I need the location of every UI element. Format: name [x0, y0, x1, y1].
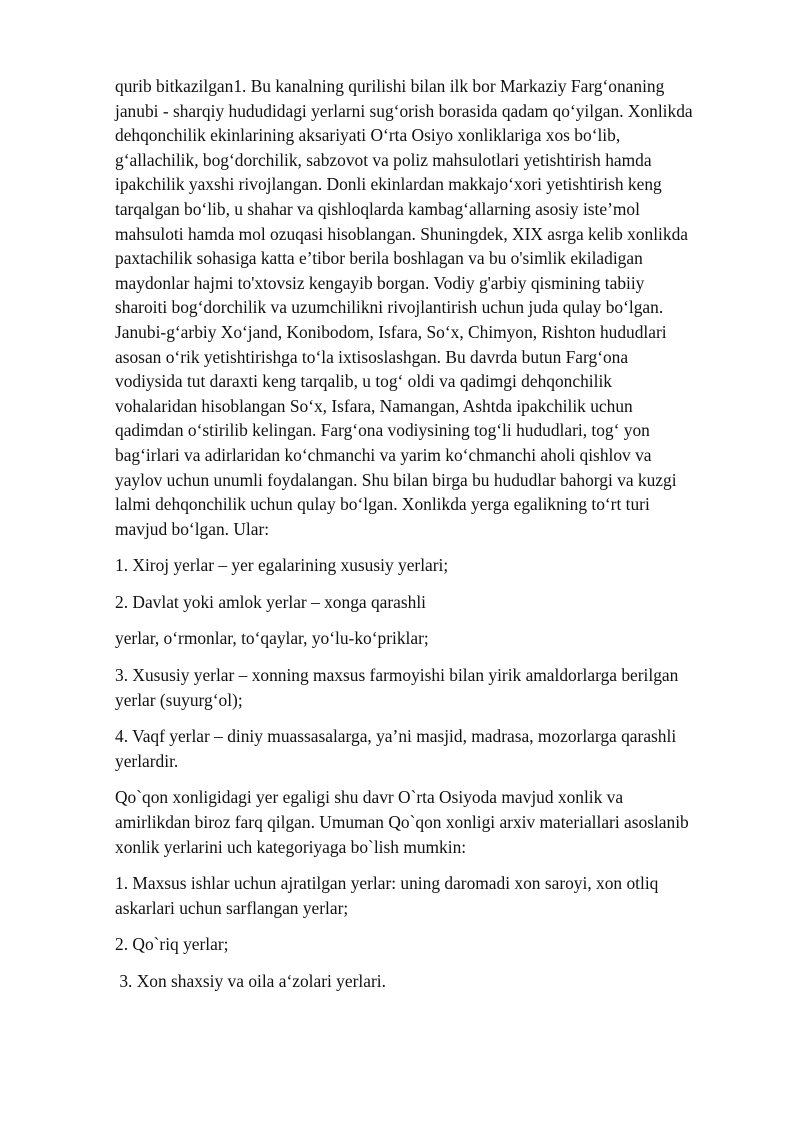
- list-item-xon-shaxsiy: [115, 969, 745, 994]
- text-line: amirlikdan biroz farq qilgan. Umuman Qo`qon xonligi arxiv materiallari asoslanib: [115, 812, 689, 833]
- paragraph-intro: [115, 74, 745, 541]
- text-line: yaylov uchun unumli foydalangan. Shu bilan birga bu hududlar bahorgi va kuzgi: [115, 469, 677, 490]
- text-line: xonlik yerlarini uch kategoriyaga bo`lish mumkin:: [115, 836, 467, 857]
- text-line: maydonlar hajmi to'xtovsiz kengayib borgan. Vodiy g'arbiy qismining tabiiy: [115, 272, 645, 293]
- text-line: 4. Vaqf yerlar – diniy muassasalarga, ya’ni masjid, madrasa, mozorlarga qarashli: [115, 726, 677, 747]
- list-item-maxsus: [115, 871, 745, 920]
- list-item-davlat: [115, 590, 745, 615]
- list-item-davlat-continuation: [115, 626, 745, 651]
- text-line: asosan o‘rik yetishtirishga to‘la ixtisoslashgan. Bu davrda butun Farg‘ona: [115, 346, 629, 367]
- text-line: vohalaridan hisoblangan So‘x, Isfara, Namangan, Ashtda ipakchilik uchun: [115, 395, 633, 416]
- text-line: bag‘irlari va adirlaridan ko‘chmanchi va yarim ko‘chmanchi aholi qishlov va: [115, 444, 652, 465]
- text-line: mavjud bo‘lgan. Ular:: [115, 518, 270, 539]
- text-line: Qo`qon xonligidagi yer egaligi shu davr O`rta Osiyoda mavjud xonlik va: [115, 787, 624, 808]
- list-item-xususiy: [115, 663, 745, 712]
- list-item-qoriq: [115, 932, 745, 957]
- text-line: g‘allachilik, bog‘dorchilik, sabzovot va poliz mahsulotlari yetishtirish hamda: [115, 149, 652, 170]
- document-page: [115, 74, 745, 1006]
- text-line: janubi - sharqiy hududidagi yerlarni sug‘orish borasida qadam qo‘yilgan. Xonlikda: [115, 100, 693, 121]
- text-line: qurib bitkazilgan1. Bu kanalning qurilishi bilan ilk bor Markaziy Farg‘onaning: [115, 76, 665, 96]
- text-line: qadimdan o‘stirilib kelingan. Farg‘ona vodiysining tog‘li hududlari, tog‘ yon: [115, 420, 650, 441]
- list-item-vaqf: [115, 724, 745, 773]
- text-line: 3. Xususiy yerlar – xonning maxsus farmoyishi bilan yirik amaldorlarga berilgan: [115, 665, 679, 686]
- text-line: ipakchilik yaxshi rivojlangan. Donli ekinlardan makkajo‘xori yetishtirish keng: [115, 174, 662, 195]
- text-line: 3. Xon shaxsiy va oila a‘zolari yerlari.: [115, 971, 386, 991]
- list-item-xiroj: [115, 553, 745, 578]
- text-line: 2. Davlat yoki amlok yerlar – xonga qarashli: [115, 591, 427, 612]
- text-line: Janubi-g‘arbiy Xo‘jand, Konibodom, Isfara, So‘x, Chimyon, Rishton hududlari: [115, 321, 667, 342]
- text-line: yerlar (suyurg‘ol);: [115, 689, 243, 710]
- text-line: dehqonchilik ekinlarining aksariyati O‘rta Osiyo xonliklariga xos bo‘lib,: [115, 125, 621, 146]
- text-line: mahsuloti hamda mol ozuqasi hisoblangan. Shuningdek, XIX asrga kelib xonlikda: [115, 223, 688, 244]
- text-line: 2. Qo`riq yerlar;: [115, 934, 229, 955]
- text-line: tarqalgan bo‘lib, u shahar va qishloqlarda kambag‘allarning asosiy iste’mol: [115, 198, 640, 219]
- text-line: 1. Maxsus ishlar uchun ajratilgan yerlar: uning daromadi xon saroyi, xon otliq: [115, 873, 659, 894]
- text-line: vodiysida tut daraxti keng tarqalib, u tog‘ oldi va qadimgi dehqonchilik: [115, 371, 612, 392]
- text-line: 1. Xiroj yerlar – yer egalarining xususiy yerlari;: [115, 555, 449, 576]
- text-line: yerlar, o‘rmonlar, to‘qaylar, yo‘lu-ko‘priklar;: [115, 628, 429, 649]
- text-line: paxtachilik sohasiga katta e’tibor berila boshlagan va bu o'simlik ekiladigan: [115, 248, 643, 269]
- paragraph-qoqon: [115, 785, 745, 859]
- text-line: lalmi dehqonchilik uchun qulay bo‘lgan. Xonlikda yerga egalikning to‘rt turi: [115, 494, 650, 515]
- text-line: sharoiti bog‘dorchilik va uzumchilikni rivojlantirish uchun juda qulay bo‘lgan.: [115, 297, 664, 318]
- text-line: yerlardir.: [115, 750, 179, 771]
- text-line: askarlari uchun sarflangan yerlar;: [115, 897, 349, 918]
